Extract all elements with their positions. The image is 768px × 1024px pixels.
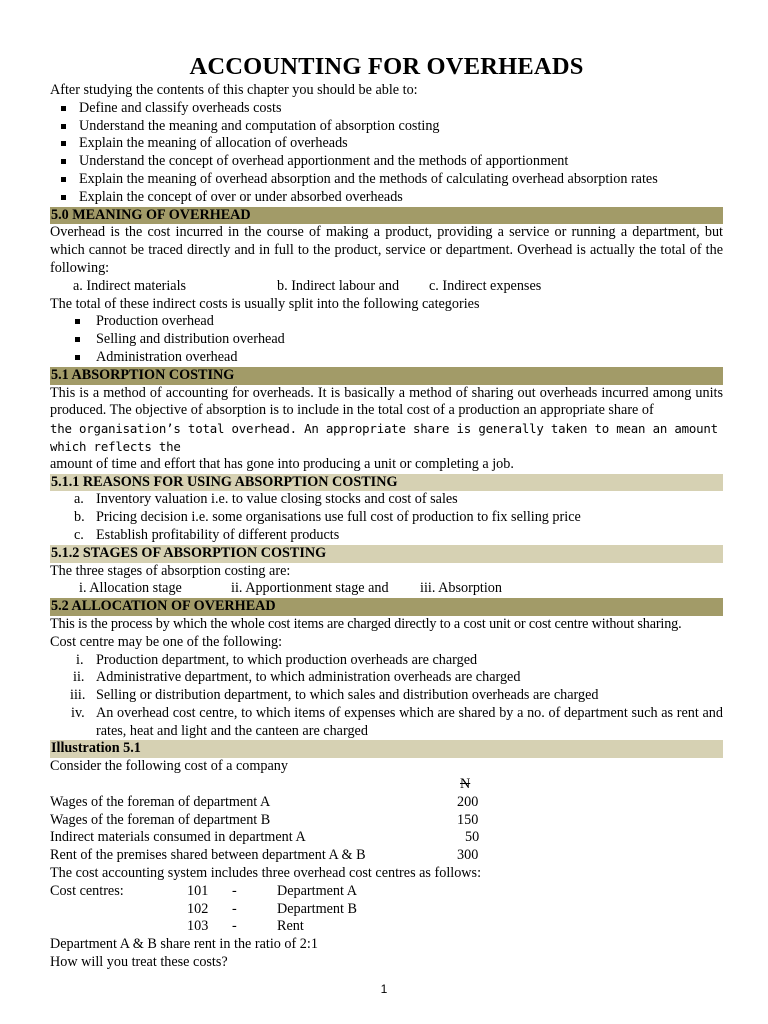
- list-item: Understand the meaning and computation of absorption costing: [50, 118, 723, 136]
- document-page: [50, 52, 723, 972]
- stages-row: [50, 580, 723, 598]
- bullet-icon: [61, 141, 66, 146]
- bullet-icon: [75, 355, 80, 360]
- list-item: a. Indirect materials: [73, 277, 187, 294]
- page-title: ACCOUNTING FOR OVERHEADS: [189, 53, 584, 80]
- paragraph: The cost accounting system includes three overhead cost centres as follows:: [50, 865, 482, 882]
- list-item: iii. Absorption: [420, 580, 502, 597]
- list-item: Administration overhead: [50, 349, 723, 367]
- paragraph: amount of time and effort that has gone into producing a unit or completing a job.: [50, 455, 514, 472]
- paragraph: This is the process by which the whole cost items are charged directly to a cost unit or cost centre without sharing.: [50, 615, 682, 632]
- cost-centre-list: [50, 652, 723, 741]
- table-row: Rent of the premises shared between department A & B 300: [50, 847, 479, 864]
- paragraph: The three stages of absorption costing are:: [50, 562, 291, 579]
- objectives-list: [50, 100, 723, 207]
- section-heading: 5.1.2 STAGES OF ABSORPTION COSTING: [50, 545, 723, 563]
- section-heading: 5.1 ABSORPTION COSTING: [50, 367, 723, 385]
- list-item: Explain the meaning of overhead absorption and the methods of calculating overhead absorption rates: [50, 171, 723, 189]
- bullet-icon: [61, 106, 66, 111]
- section-heading: 5.2 ALLOCATION OF OVERHEAD: [50, 598, 723, 616]
- cost-table: [50, 794, 723, 865]
- bullet-icon: [61, 177, 66, 182]
- list-item: ii. Administrative department, to which administration overheads are charged: [73, 669, 521, 686]
- bullet-icon: [75, 337, 80, 342]
- list-item: c. Indirect expenses: [429, 277, 542, 294]
- paragraph: Cost centre may be one of the following:: [50, 633, 283, 650]
- table-row: Cost centres: 101 - Department A: [50, 882, 357, 899]
- categories-list: [50, 313, 723, 366]
- paragraph: Consider the following cost of a company: [50, 758, 288, 775]
- bullet-icon: [75, 319, 80, 324]
- paragraph: the organisation’s total overhead. An appropriate share is generally taken to mean an amount which reflects the: [50, 421, 718, 454]
- page-number: 1: [380, 982, 388, 996]
- table-row: Indirect materials consumed in department A 50: [50, 829, 480, 846]
- paragraph: How will you treat these costs?: [50, 954, 228, 971]
- bullet-icon: [61, 124, 66, 129]
- paragraph: The total of these indirect costs is usually split into the following categories: [50, 295, 480, 312]
- list-item: iv. An overhead cost centre, to which items of expenses which are shared by a no. of department such as rent and rates, heat and light and the canteen are charged: [71, 704, 723, 739]
- currency-row: [50, 776, 723, 794]
- intro-text: After studying the contents of this chapter you should be able to:: [50, 82, 418, 98]
- list-item: i. Production department, to which production overheads are charged: [76, 651, 478, 668]
- table-row: 102 - Department B: [187, 900, 357, 917]
- bullet-icon: [61, 159, 66, 164]
- list-item: c. Establish profitability of different products: [74, 526, 340, 543]
- list-item: b. Pricing decision i.e. some organisations use full cost of production to fix selling price: [74, 509, 581, 526]
- list-item: Define and classify overheads costs: [50, 100, 723, 118]
- table-row: Wages of the foreman of department B 150: [50, 811, 479, 828]
- overhead-types-row: [50, 278, 723, 296]
- paragraph: Overhead is the cost incurred in the course of making a product, providing a service or running a department, but which cannot be traced directly and in full to the product, service or department. Overhead is actually the total of the following:: [50, 224, 723, 276]
- list-item: Production overhead: [50, 313, 723, 331]
- list-item: Explain the concept of over or under absorbed overheads: [50, 189, 723, 207]
- section-heading: 5.0 MEANING OF OVERHEAD: [50, 207, 723, 225]
- list-item: ii. Apportionment stage and: [231, 580, 389, 597]
- bullet-icon: [61, 195, 66, 200]
- section-heading: 5.1.1 REASONS FOR USING ABSORPTION COSTING: [50, 474, 723, 492]
- list-item: Selling and distribution overhead: [50, 331, 723, 349]
- table-row: 103 - Rent: [187, 918, 304, 935]
- list-item: i. Allocation stage: [79, 580, 182, 597]
- paragraph: Department A & B share rent in the ratio of 2:1: [50, 936, 318, 953]
- list-item: a. Inventory valuation i.e. to value closing stocks and cost of sales: [74, 491, 458, 508]
- section-heading: Illustration 5.1: [50, 740, 723, 758]
- list-item: Explain the meaning of allocation of overheads: [50, 135, 723, 153]
- currency-symbol: N: [460, 776, 471, 793]
- list-item: iii. Selling or distribution department, to which sales and distribution overheads are charged: [70, 687, 599, 704]
- reasons-list: [50, 491, 723, 544]
- list-item: b. Indirect labour and: [277, 277, 400, 294]
- list-item: Understand the concept of overhead apportionment and the methods of apportionment: [50, 153, 723, 171]
- cost-centres-table: [50, 883, 723, 936]
- paragraph: This is a method of accounting for overheads. It is basically a method of sharing out overheads incurred among units produced. The objective of absorption is to include in the total cost of a production an appropriate share of: [50, 384, 723, 419]
- table-row: Wages of the foreman of department A 200: [50, 793, 479, 810]
